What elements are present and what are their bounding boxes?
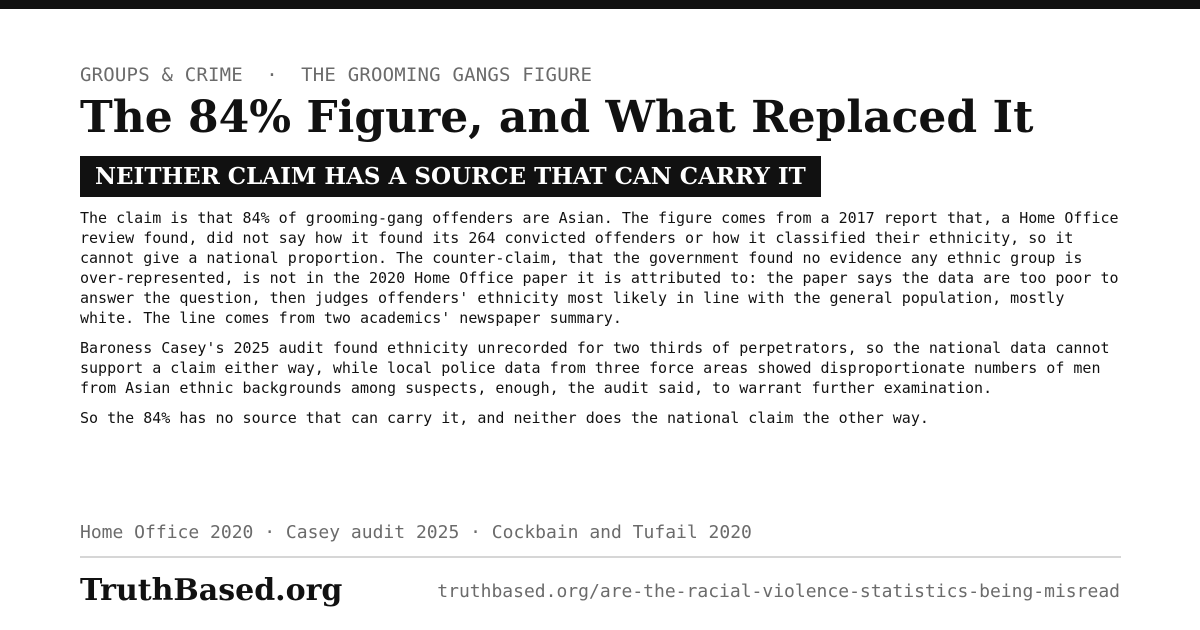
footer-divider	[80, 556, 1121, 558]
sources-line: Home Office 2020 · Casey audit 2025 · Cockbain and Tufail 2020	[80, 522, 752, 543]
section-kicker: GROUPS & CRIME · THE GROOMING GANGS FIGURE	[80, 64, 593, 86]
brand-logo[interactable]: TruthBased.org	[80, 573, 343, 608]
top-accent-bar	[0, 0, 1200, 9]
body-paragraph: Baroness Casey's 2025 audit found ethnicity unrecorded for two thirds of perpetrators, so the national data cannot support a claim either way, while local police data from three force areas showed disproportionate numbers of men from Asian ethnic backgrounds among suspects, enough, the audit said, to warrant further examination.	[80, 339, 1110, 397]
body-paragraph: The claim is that 84% of grooming-gang offenders are Asian. The figure comes from a 2017 report that, a Home Office review found, did not say how it found its 264 convicted offenders or how it classified their ethnicity, so it cannot give a national proportion. The counter-claim, that the government found no evidence any ethnic group is over-represented, is not in the 2020 Home Office paper it is attributed to: the paper says the data are too poor to answer the question, then judges offenders' ethnicity most likely in line with the general population, mostly white. The line comes from two academics' newspaper summary.	[80, 209, 1119, 327]
page-title: The 84% Figure, and What Replaced It	[80, 92, 1034, 143]
verdict-banner: NEITHER CLAIM HAS A SOURCE THAT CAN CARRY IT	[80, 156, 821, 197]
body-paragraph: So the 84% has no source that can carry it, and neither does the national claim the other way.	[80, 409, 929, 427]
article-url-link[interactable]: truthbased.org/are-the-racial-violence-statistics-being-misread	[437, 581, 1120, 602]
article-body	[80, 208, 1125, 438]
